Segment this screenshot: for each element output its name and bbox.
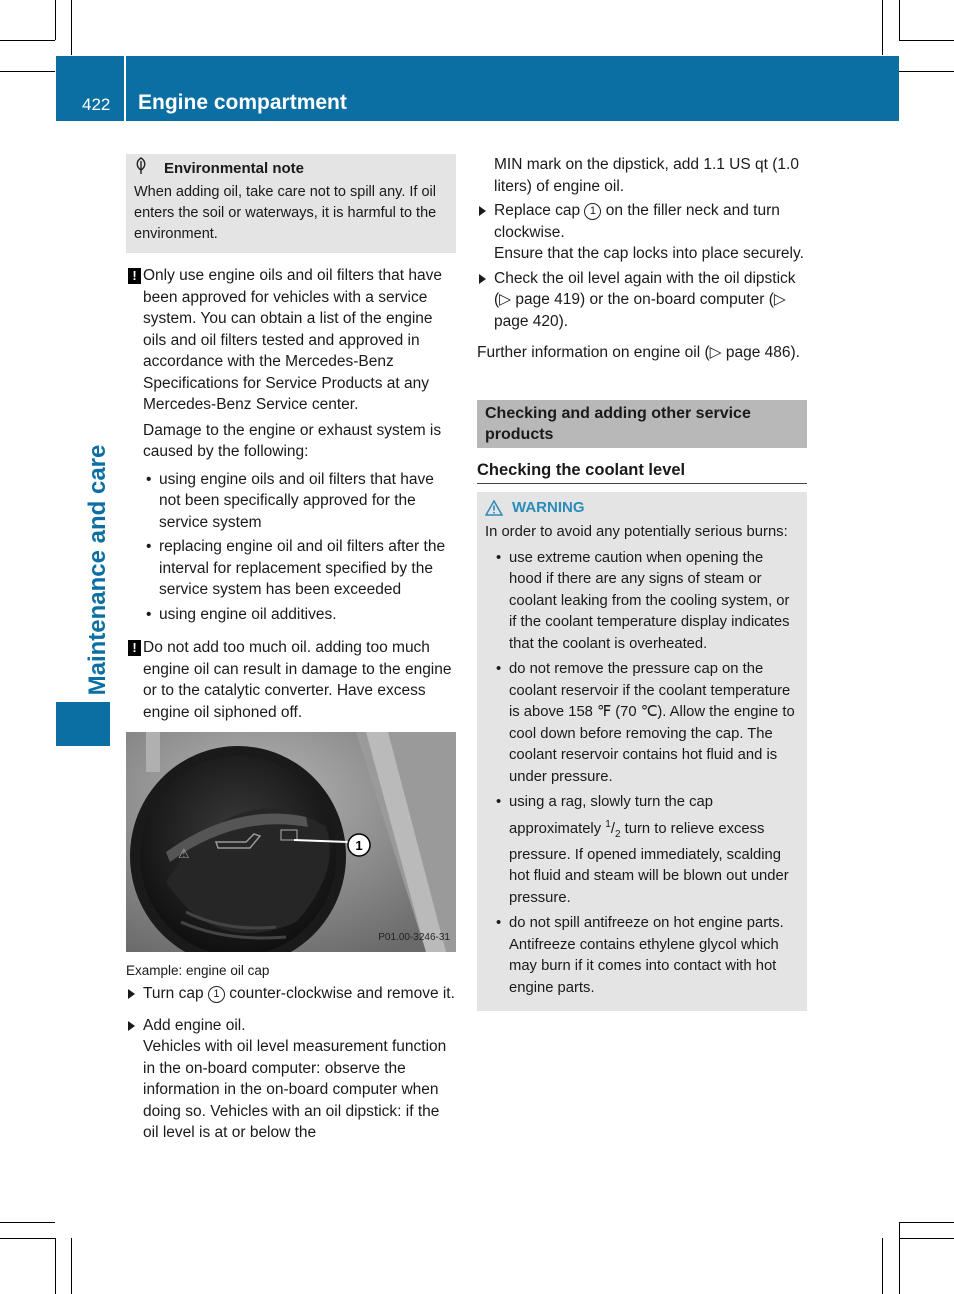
warning-triangle-icon <box>485 500 503 516</box>
crop-mark <box>899 1222 954 1223</box>
damage-causes-list <box>126 469 456 626</box>
coolant-warning <box>477 492 807 1011</box>
environmental-note-header <box>134 156 448 182</box>
damage-causes-text: Damage to the engine or exhaust system is caused by the following: <box>143 421 442 460</box>
section-title: Engine compartment <box>138 91 347 114</box>
list-item: • use extreme caution when opening the hood if there are any signs of steam or coolant leaking from the cooling system, or if the coolant temperature display indicates that the coolant is overheated. <box>493 548 799 656</box>
step-text: counter-clockwise and remove it. <box>229 985 455 1002</box>
step-text: Add engine oil. <box>143 1016 246 1034</box>
crop-mark <box>899 1222 900 1294</box>
environmental-note-text: When adding oil, take care not to spill any. If oil enters the soil or waterways, it is harmful to the environment. <box>134 184 437 242</box>
damage-warning <box>126 265 456 416</box>
svg-text:⚠: ⚠ <box>178 847 190 862</box>
crop-mark <box>882 0 883 55</box>
left-column <box>126 154 456 1144</box>
environmental-note <box>126 154 456 253</box>
crop-mark <box>899 71 954 72</box>
crop-mark <box>0 1238 55 1239</box>
page-number: 422 <box>82 95 111 114</box>
photo-callout: 1 <box>355 838 363 853</box>
step-text: on the filler neck and turn clockwise. <box>494 202 780 241</box>
continued-text: MIN mark on the dipstick, add 1.1 US qt (1.0 liters) of engine oil. <box>494 156 799 195</box>
crop-mark <box>55 0 56 40</box>
fraction-slash: / <box>610 820 615 837</box>
step-add-oil-detail: Vehicles with oil level measurement function in the on-board computer: observe the information in the on-board computer when doing so. Vehicles with an oil dipstick: if the oil level is at or below the <box>143 1038 447 1141</box>
further-info: Further information on engine oil (▷ page 486). <box>477 344 800 361</box>
fraction-numerator: 1 <box>605 818 611 830</box>
image-code: P01.00-3246-31 <box>378 931 450 943</box>
step-text: Replace cap <box>494 202 581 219</box>
crop-mark <box>899 0 900 40</box>
crop-mark <box>0 1222 55 1223</box>
crop-mark <box>0 71 55 72</box>
list-item: • replacing engine oil and oil filters after the interval for replacement specified by the service system has been exceeded <box>143 536 456 601</box>
right-column <box>477 154 807 1011</box>
list-item: • do not spill antifreeze on hot engine parts. Antifreeze contains ethylene glycol which may burn if it comes into contact with hot engine parts. <box>493 913 799 999</box>
overfill-warning-text: Do not add too much oil. adding too much engine oil can result in damage to the engine or to the catalytic converter. Have excess engine oil siphoned off. <box>143 639 452 721</box>
warning-header <box>485 494 799 522</box>
overfill-warning <box>126 637 456 723</box>
crop-mark <box>882 1238 883 1294</box>
step-replace-cap <box>477 200 807 243</box>
damage-warning-text: Only use engine oils and oil filters that have been approved for vehicles with a service system. You can obtain a list of the engine oils and oil filters tested and approved in accordance with the Mercedes-Benz Specifications for Service Products at any Mercedes-Benz Service center. <box>143 267 442 413</box>
warning-intro: In order to avoid any potentially serious burns: <box>485 524 788 540</box>
crop-mark <box>0 40 55 41</box>
engine-oil-cap-photo <box>126 732 456 952</box>
warning-list <box>485 548 799 1000</box>
exclamation-icon: ! <box>128 640 141 656</box>
step-arrow-icon <box>128 1021 135 1031</box>
warning-title: WARNING <box>512 499 585 517</box>
step-arrow-icon <box>128 989 135 999</box>
list-item <box>493 792 799 909</box>
step-check-oil <box>477 268 807 333</box>
exclamation-icon: ! <box>128 268 141 284</box>
step-arrow-icon <box>479 206 486 216</box>
environmental-note-title: Environmental note <box>164 160 305 178</box>
section-heading: Checking and adding other service products <box>477 400 807 448</box>
bullet-text: turn to relieve excess pressure. If opened immediately, scalding hot fluid and steam will be blown out under pressure. <box>509 820 789 906</box>
sub-heading: Checking the coolant level <box>477 460 807 485</box>
crop-mark <box>71 0 72 55</box>
crop-mark <box>71 1238 72 1294</box>
step-text: Turn cap <box>143 985 204 1002</box>
list-item: • using engine oil additives. <box>143 604 456 626</box>
callout-1-icon: 1 <box>208 986 225 1003</box>
list-item: • using engine oils and oil filters that have not been specifically approved for the service system <box>143 469 456 534</box>
bullet-text: using a rag, slowly turn the cap approximately <box>509 794 713 837</box>
step-turn-cap <box>126 983 456 1005</box>
side-tab-label: Maintenance and care <box>84 444 111 696</box>
fraction-denominator: 2 <box>614 828 621 840</box>
step-replace-cap-detail: Ensure that the cap locks into place securely. <box>494 245 804 262</box>
crop-mark <box>899 40 954 41</box>
crop-mark <box>55 1238 56 1294</box>
step-text: Check the oil level again with the oil dipstick (▷ page 419) or the on-board computer (▷ page 420). <box>494 269 796 330</box>
side-tab-marker <box>56 702 110 746</box>
crop-mark <box>899 1238 954 1239</box>
list-item: • do not remove the pressure cap on the coolant reservoir if the coolant temperature is above 158 ℉ (70 ℃). Allow the engine to cool down before removing the cap. The coolant reservoir contains hot fluid and is under pressure. <box>493 659 799 788</box>
step-add-oil <box>126 1015 456 1037</box>
header-divider <box>124 56 126 121</box>
photo-caption: Example: engine oil cap <box>126 963 270 978</box>
step-arrow-icon <box>479 274 486 284</box>
leaf-icon <box>134 157 164 182</box>
callout-1-icon: 1 <box>584 203 601 220</box>
